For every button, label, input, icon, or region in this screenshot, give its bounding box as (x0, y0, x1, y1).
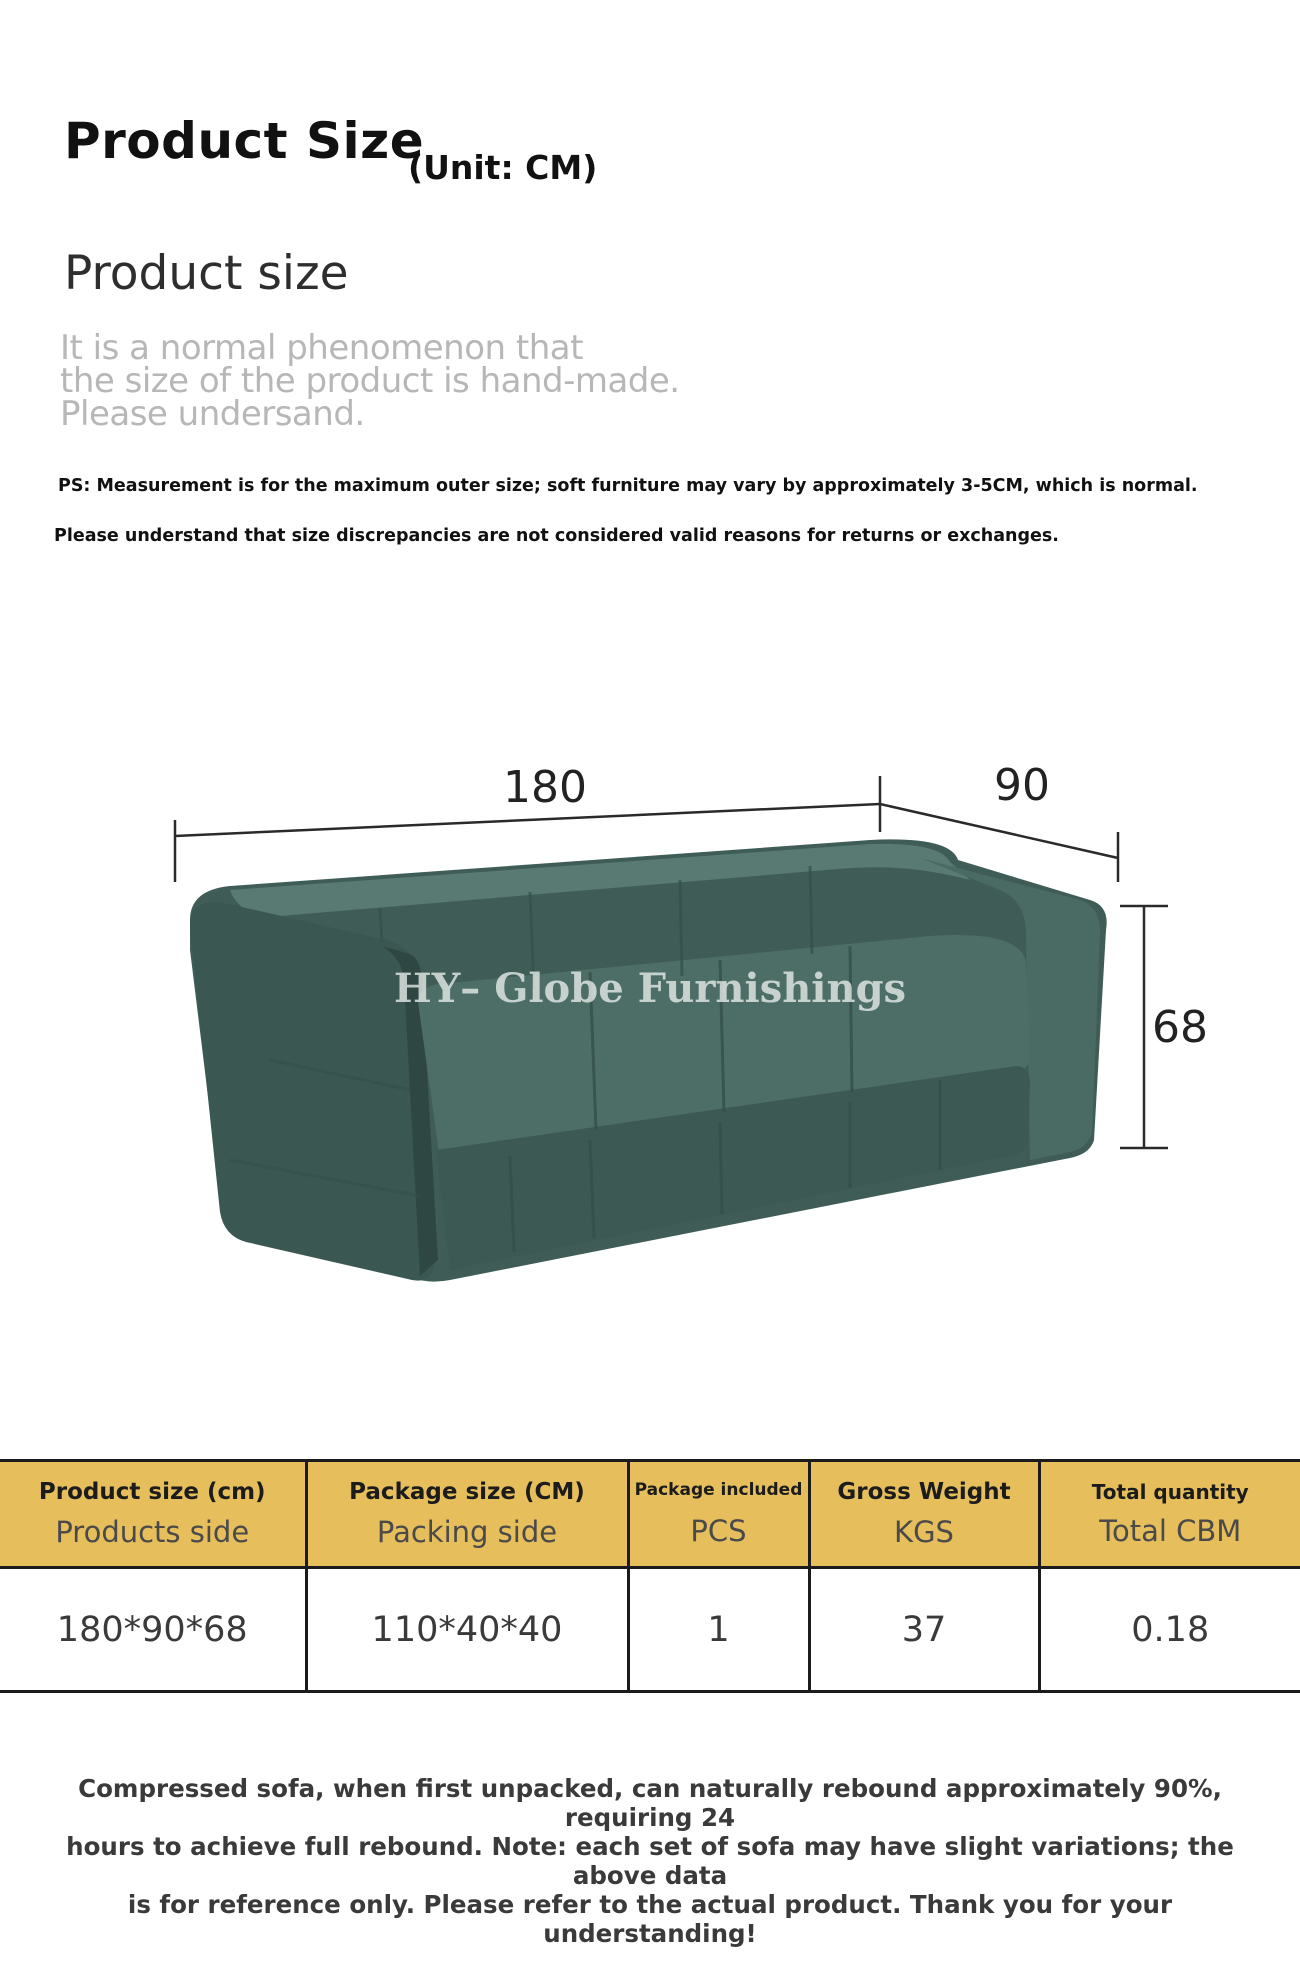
section-subtitle: Product size (64, 246, 349, 301)
page-title: Product Size (64, 112, 425, 170)
header-cell-product-size (0, 1461, 306, 1568)
header-bottom: Packing side (376, 1515, 558, 1549)
sofa-dimension-figure (150, 740, 1250, 1340)
value-total-cbm: 0.18 (1039, 1568, 1300, 1692)
dimension-length-label: 180 (503, 762, 587, 813)
header-cell-package-size (306, 1461, 628, 1568)
header-top: Gross Weight (837, 1479, 1011, 1505)
measurement-note: PS: Measurement is for the maximum outer size; soft furniture may vary by approximately 3-5CM, which is normal. (58, 476, 1198, 496)
value-pcs: 1 (628, 1568, 809, 1692)
header-top: Package included (634, 1480, 803, 1500)
header-cell-package-included (628, 1461, 809, 1568)
returns-note: Please understand that size discrepancies are not considered valid reasons for returns or exchanges. (54, 526, 1059, 546)
header-top: Product size (cm) (38, 1479, 266, 1505)
header-cell-gross-weight (809, 1461, 1039, 1568)
note-line: Please undersand. (60, 394, 365, 434)
table-row (0, 1568, 1300, 1692)
unit-label: (Unit: CM) (408, 148, 598, 187)
header-bottom: KGS (894, 1515, 954, 1549)
header-top: Package size (CM) (349, 1479, 585, 1505)
value-package-size: 110*40*40 (306, 1568, 628, 1692)
dimension-height-label: 68 (1152, 1002, 1208, 1053)
rebound-note (30, 1774, 1270, 1948)
footer-line: hours to achieve full rebound. Note: each set of sofa may have slight variations; the above data (66, 1832, 1234, 1890)
spec-table (0, 1459, 1300, 1693)
footer-line: Compressed sofa, when first unpacked, can naturally rebound approximately 90%, requiring 24 (78, 1774, 1222, 1832)
header-top: Total quantity (1091, 1480, 1249, 1504)
sofa-shape (190, 839, 1107, 1281)
dimension-depth-label: 90 (994, 760, 1050, 811)
value-gross-weight: 37 (809, 1568, 1039, 1692)
handmade-note (60, 328, 680, 434)
note-line: the size of the product is hand-made. (60, 361, 680, 401)
value-product-size: 180*90*68 (0, 1568, 306, 1692)
header-bottom: Products side (55, 1515, 250, 1549)
footer-line: is for reference only. Please refer to the actual product. Thank you for your understanding! (127, 1890, 1173, 1948)
header-bottom: PCS (690, 1514, 747, 1548)
note-line: It is a normal phenomenon that (60, 328, 583, 368)
table-header-row (0, 1461, 1300, 1568)
sofa-illustration (150, 740, 1250, 1340)
header-bottom: Total CBM (1099, 1514, 1242, 1548)
header-cell-total-quantity (1039, 1461, 1300, 1568)
watermark-text: HY– Globe Furnishings (393, 965, 907, 1012)
